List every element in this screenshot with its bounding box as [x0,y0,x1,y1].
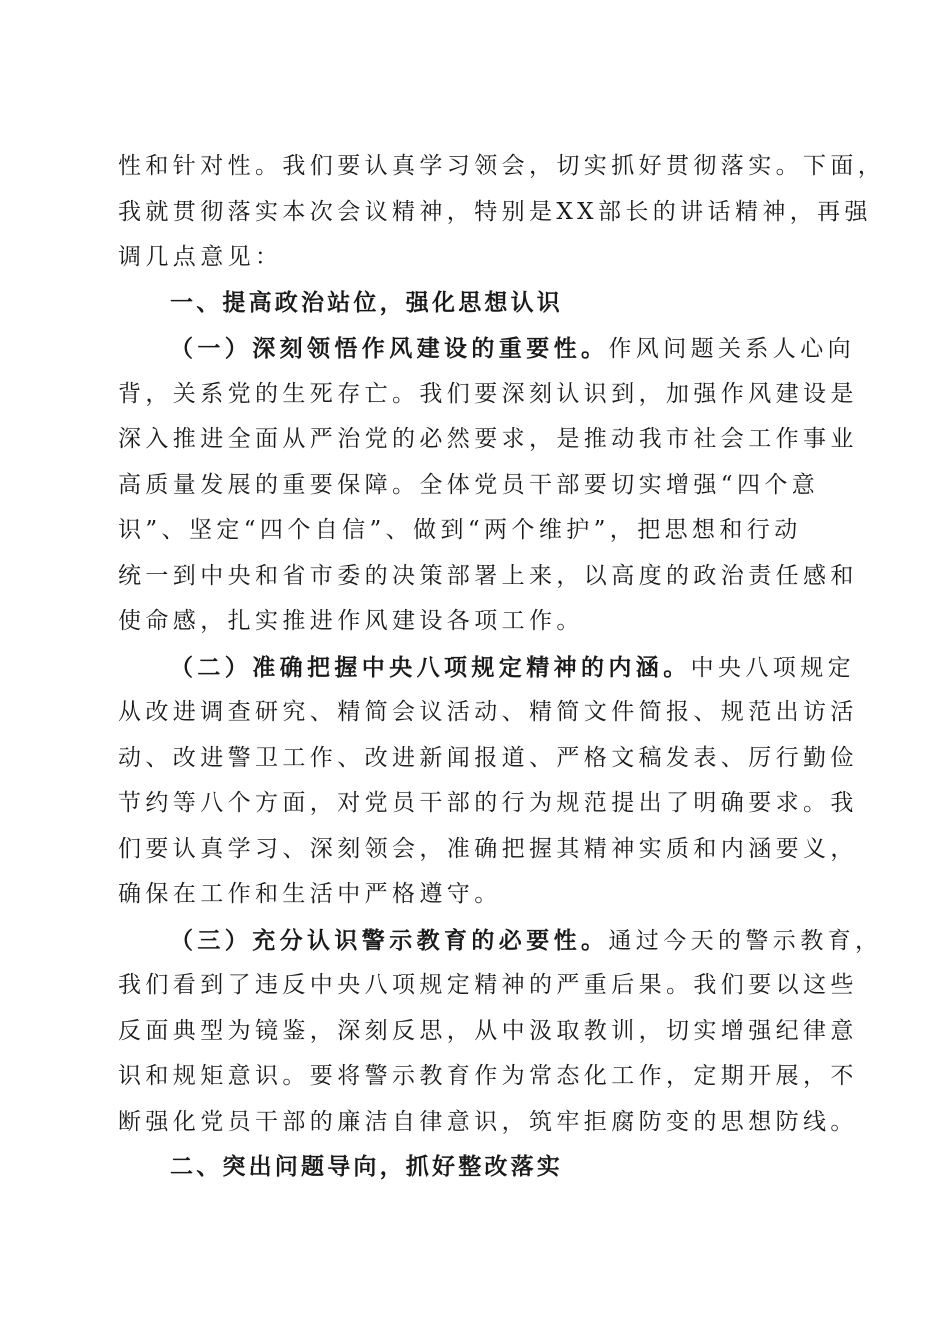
item-2-line: 从改进调查研究、精简会议活动、精简文件简报、规范出访活 [118,699,858,725]
item-3-first-line [118,918,883,964]
item-1-line: 统一到中央和省市委的决策部署上来，以高度的政治责任感和 [118,562,858,589]
item-3-line: 反面典型为镜鉴，深刻反思，从中汲取教训，切实增强纪律意 [118,1017,858,1044]
item-2-line: 节约等八个方面，对党员干部的行为规范提出了明确要求。我 [118,790,858,816]
section-1-heading: 一、提高政治站位，强化思想认识 [170,289,563,316]
item-1-first-line-rest: 作风问题关系人心向 [608,336,856,362]
item-1-line: 深入推进全面从严治党的必然要求，是推动我市社会工作事业 [118,426,858,452]
item-2-first-line [118,645,856,691]
item-1-line: 识”、坚定“四个自信”、做到“两个维护”，把思想和行动 [118,517,802,543]
item-3-first-line-rest: 通过今天的警示教育， [608,927,883,954]
item-3-line: 断强化党员干部的廉洁自律意识，筑牢拒腐防变的思想防线。 [118,1108,858,1135]
item-2-lead: （二）准确把握中央八项规定精神的内涵。 [170,653,691,681]
item-1-line: 高质量发展的重要保障。全体党员干部要切实增强“四个意 [118,471,820,498]
item-2-line: 动、改进警卫工作、改进新闻报道、严格文稿发表、厉行勤俭 [118,744,858,771]
item-2-first-line-rest: 中央八项规定 [690,654,856,681]
item-2-line: 确保在工作和生活中严格遵守。 [118,881,502,907]
document-body [118,144,886,1191]
item-1-line: 使命感，扎实推进作风建设各项工作。 [118,608,584,634]
item-3-lead: （三）充分认识警示教育的必要性。 [170,926,609,954]
item-3-line: 识和规矩意识。要将警示教育作为常态化工作，定期开展，不 [118,1063,858,1089]
item-2-line: 们要认真学习、深刻领会，准确把握其精神实质和内涵要义， [118,835,858,862]
intro-line-3: 调几点意见： [118,244,283,270]
item-1-first-line [118,326,856,372]
intro-line-2: 我就贯彻落实本次会议精神，特别是XX部长的讲话精神，再强 [118,198,872,225]
item-1-line: 背，关系党的生死存亡。我们要深刻认识到，加强作风建设是 [118,380,858,407]
item-1-lead: （一）深刻领悟作风建设的重要性。 [170,335,609,362]
item-3-line: 我们看到了违反中央八项规定精神的严重后果。我们要以这些 [118,972,858,998]
intro-line-1: 性和针对性。我们要认真学习领会，切实抓好贯彻落实。下面， [118,153,886,179]
section-2-heading: 二、突出问题导向，抓好整改落实 [170,1154,563,1180]
